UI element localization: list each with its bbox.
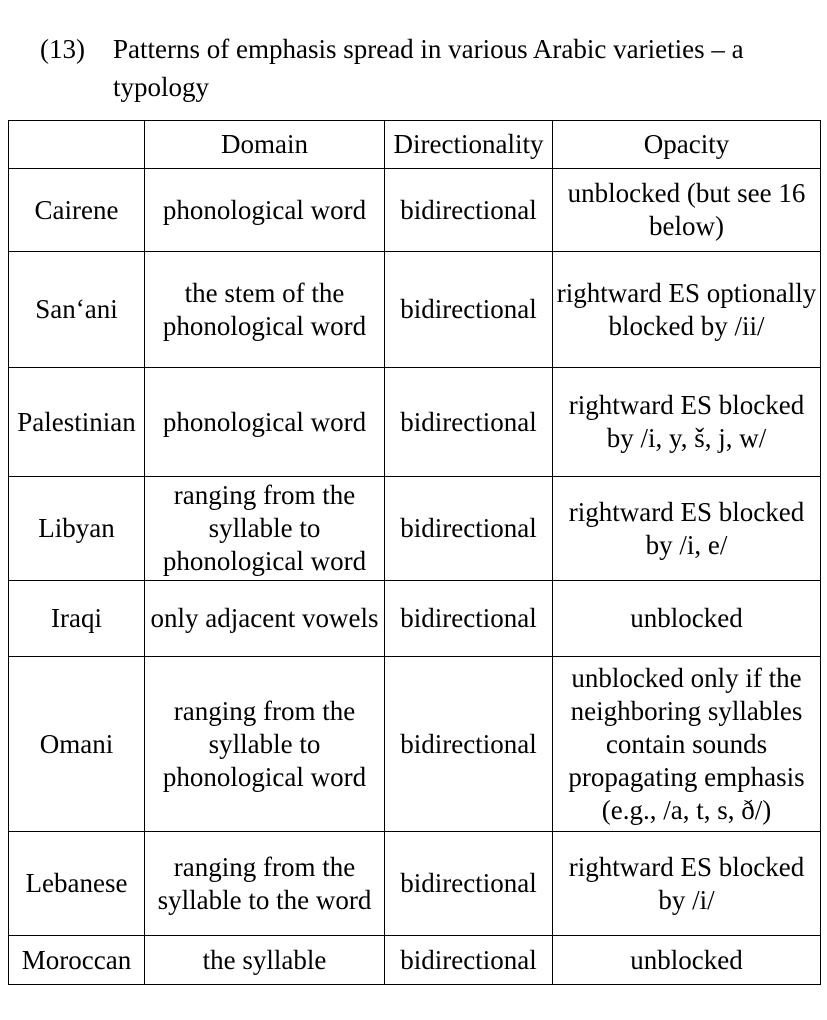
domain-cell: ranging from the syllable to phonological word — [145, 477, 385, 581]
directionality-cell: bidirectional — [385, 936, 553, 985]
opacity-cell: rightward ES blocked by /i/ — [553, 832, 821, 936]
table-row — [9, 832, 821, 936]
header-opacity: Opacity — [553, 121, 821, 169]
directionality-cell: bidirectional — [385, 368, 553, 477]
header-empty — [9, 121, 145, 169]
domain-cell: the stem of the phonological word — [145, 252, 385, 368]
variety-cell: Lebanese — [9, 832, 145, 936]
directionality-cell: bidirectional — [385, 477, 553, 581]
opacity-cell: unblocked only if the neighboring syllables contain sounds propagating emphasis (e.g., /a, t, s, ð/) — [553, 657, 821, 832]
domain-cell: ranging from the syllable to phonological word — [145, 657, 385, 832]
variety-cell: Moroccan — [9, 936, 145, 985]
variety-cell: Omani — [9, 657, 145, 832]
opacity-cell: rightward ES optionally blocked by /ii/ — [553, 252, 821, 368]
directionality-cell: bidirectional — [385, 169, 553, 252]
variety-cell: Iraqi — [9, 581, 145, 657]
header-domain: Domain — [145, 121, 385, 169]
opacity-cell: unblocked (but see 16 below) — [553, 169, 821, 252]
variety-cell: Cairene — [9, 169, 145, 252]
table-caption — [40, 30, 820, 106]
domain-cell: phonological word — [145, 169, 385, 252]
table-row — [9, 657, 821, 832]
example-number: (13) — [40, 34, 85, 64]
domain-cell: phonological word — [145, 368, 385, 477]
directionality-cell: bidirectional — [385, 832, 553, 936]
table-row — [9, 477, 821, 581]
directionality-cell: bidirectional — [385, 581, 553, 657]
table-row — [9, 252, 821, 368]
header-row — [9, 121, 821, 169]
variety-cell: Libyan — [9, 477, 145, 581]
table-row — [9, 169, 821, 252]
directionality-cell: bidirectional — [385, 252, 553, 368]
opacity-cell: unblocked — [553, 581, 821, 657]
opacity-cell: unblocked — [553, 936, 821, 985]
caption-title: Patterns of emphasis spread in various Arabic varieties – a typology — [113, 34, 744, 102]
table-row — [9, 368, 821, 477]
opacity-cell: rightward ES blocked by /i, e/ — [553, 477, 821, 581]
variety-cell: San‘ani — [9, 252, 145, 368]
opacity-cell: rightward ES blocked by /i, y, š, j, w/ — [553, 368, 821, 477]
table-row — [9, 581, 821, 657]
variety-cell: Palestinian — [9, 368, 145, 477]
emphasis-spread-table — [8, 120, 821, 985]
domain-cell: the syllable — [145, 936, 385, 985]
domain-cell: ranging from the syllable to the word — [145, 832, 385, 936]
table-row — [9, 936, 821, 985]
directionality-cell: bidirectional — [385, 657, 553, 832]
header-directionality: Directionality — [385, 121, 553, 169]
domain-cell: only adjacent vowels — [145, 581, 385, 657]
